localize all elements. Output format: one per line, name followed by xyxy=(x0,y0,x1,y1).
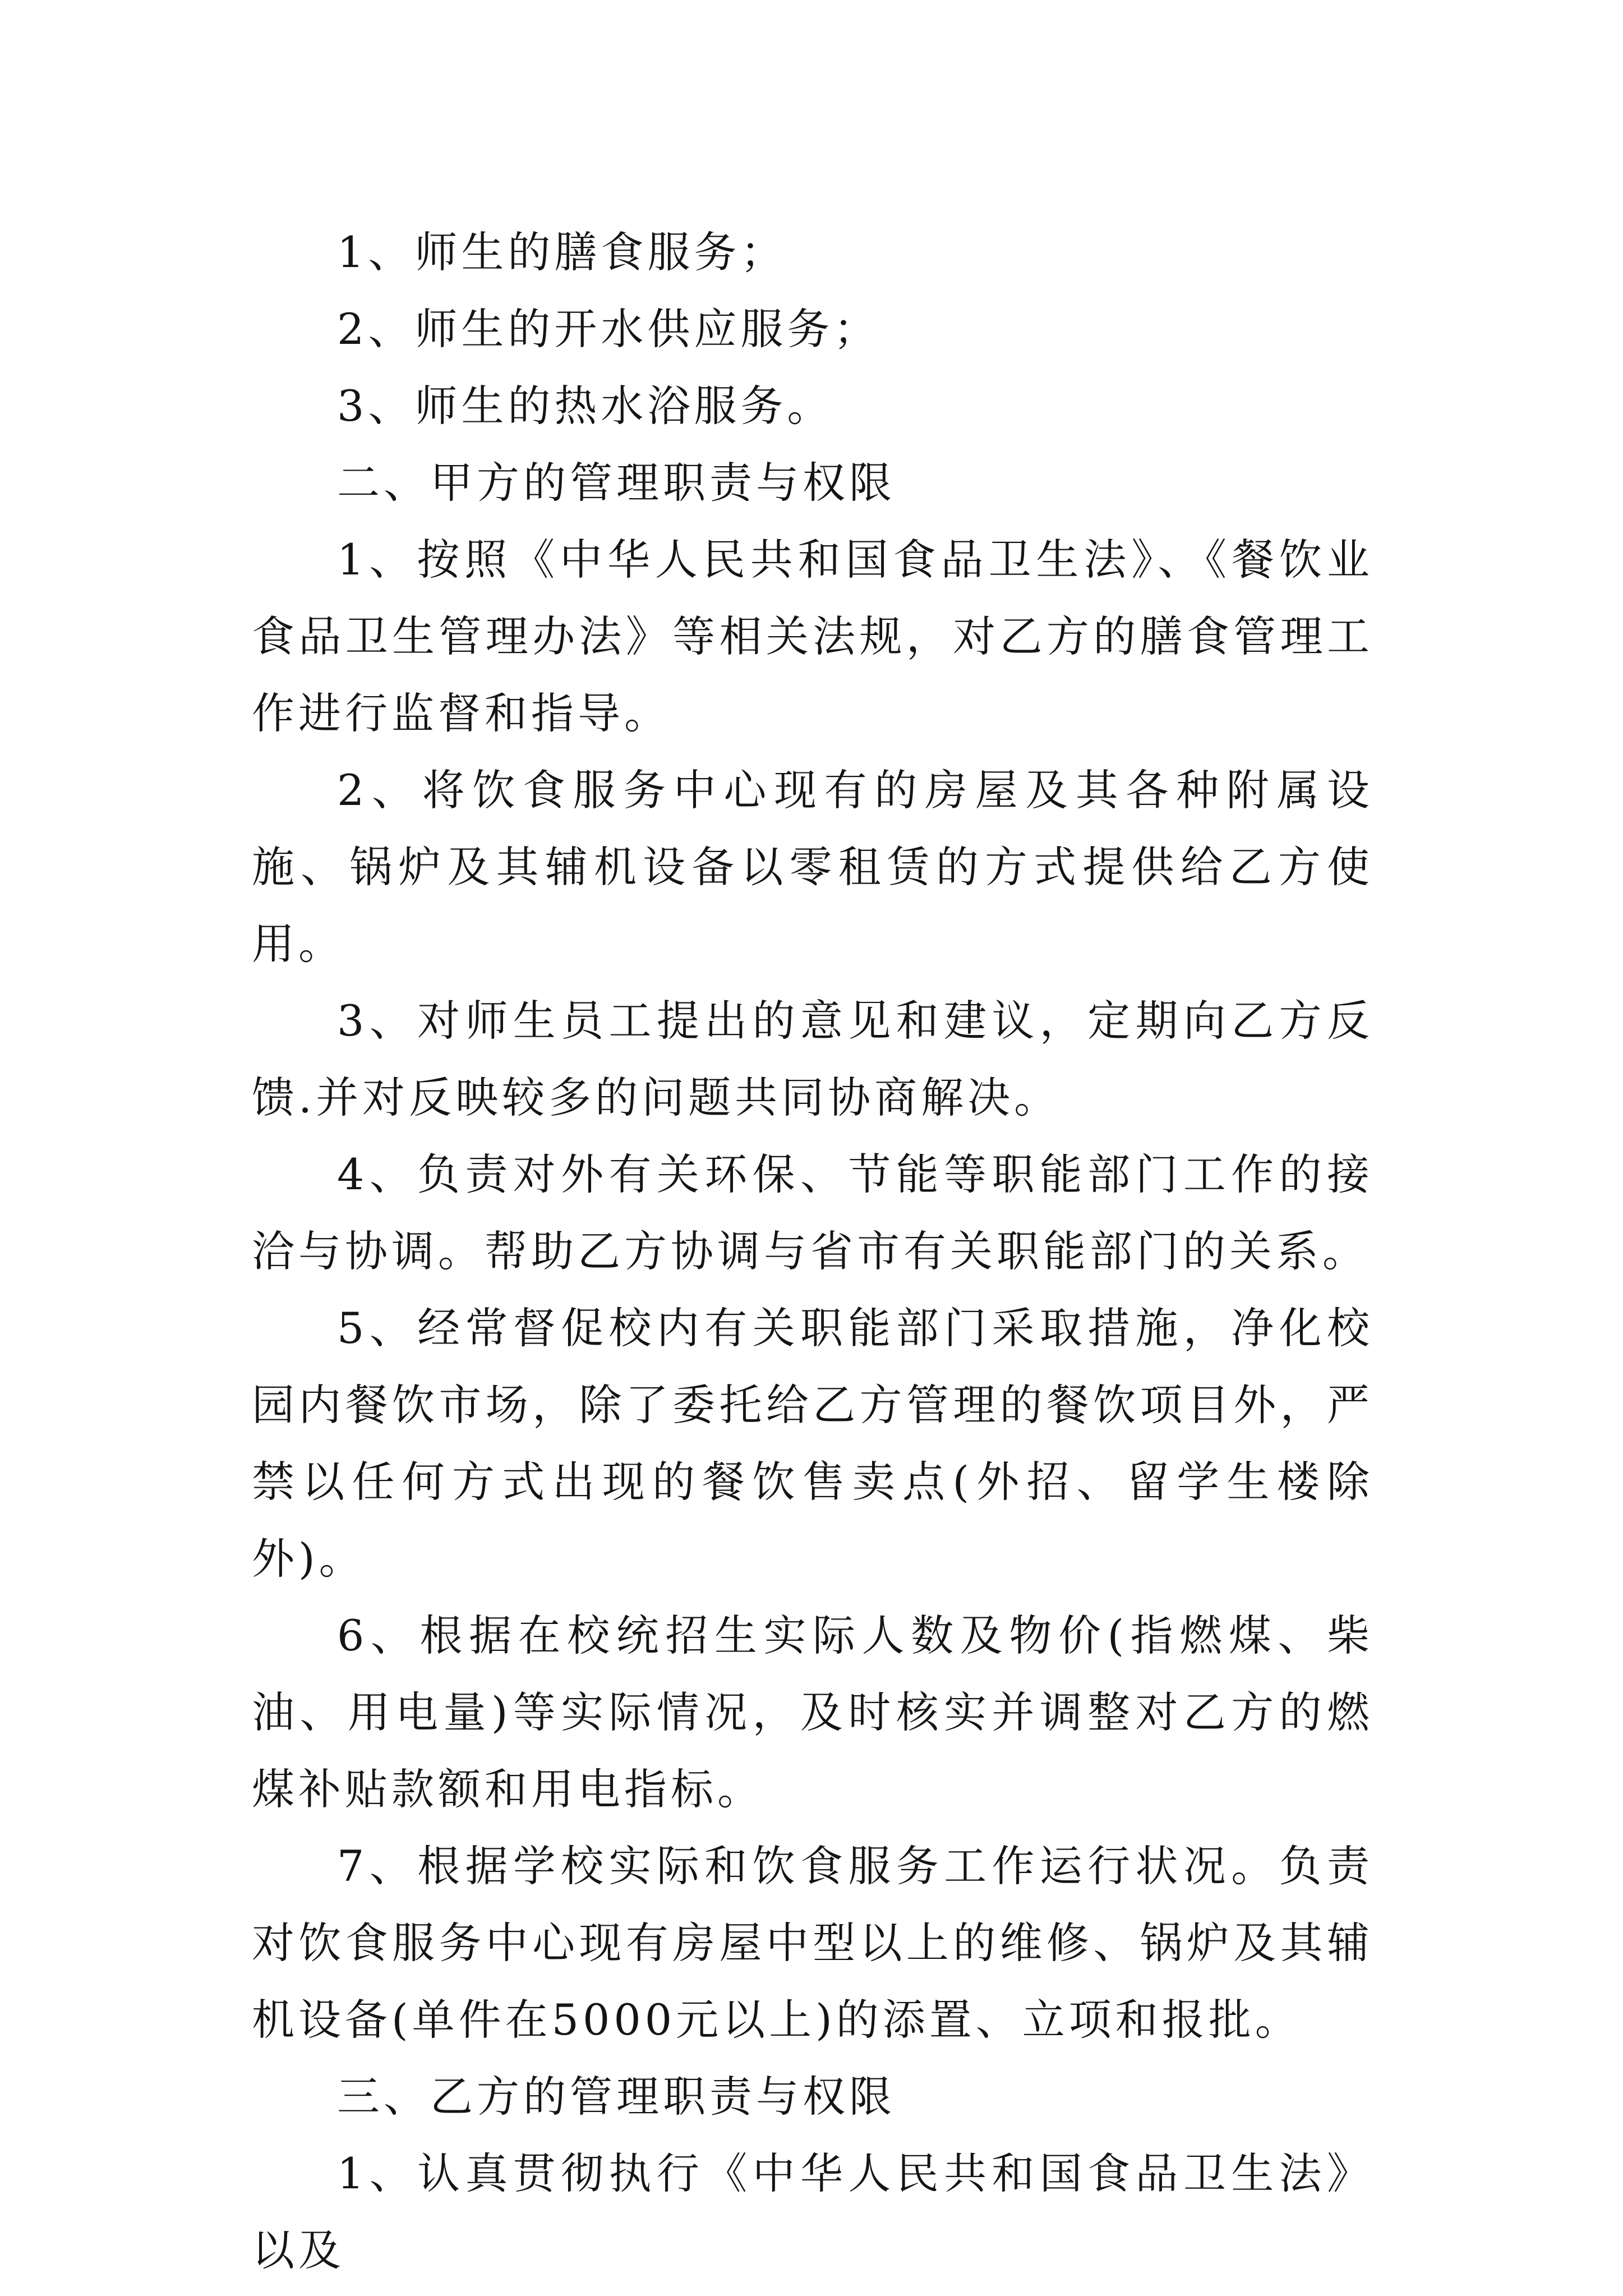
list-item-boiled-water: 2、师生的开水供应服务； xyxy=(337,304,880,354)
section-heading-party-b: 三、乙方的管理职责与权限 xyxy=(337,2072,896,2122)
list-item-hot-bath: 3、师生的热水浴服务。 xyxy=(337,381,834,431)
party-a-clause-4: 4、负责对外有关环保、节能等职能部门工作的接洽与协调。帮助乙方协调与省市有关职能部门的关系。 xyxy=(252,1149,1373,1276)
list-item-catering: 1、师生的膳食服务； xyxy=(337,227,787,277)
party-a-clause-2: 2、将饮食服务中心现有的房屋及其各种附属设施、锅炉及其辅机设备以零租赁的方式提供给乙方使用。 xyxy=(252,765,1373,969)
section-heading-party-a: 二、甲方的管理职责与权限 xyxy=(337,458,896,508)
party-a-clause-6: 6、根据在校统招生实际人数及物价(指燃煤、柴油、用电量)等实际情况，及时核实并调整对乙方的燃煤补贴款额和用电指标。 xyxy=(252,1611,1373,1814)
party-a-clause-7: 7、根据学校实际和饮食服务工作运行状况。负责对饮食服务中心现有房屋中型以上的维修、锅炉及其辅机设备(单件在5000元以上)的添置、立项和报批。 xyxy=(252,1841,1373,2045)
document-body xyxy=(252,214,1373,2289)
party-a-clause-3: 3、对师生员工提出的意见和建议，定期向乙方反馈.并对反映较多的问题共同协商解决。 xyxy=(252,996,1373,1122)
party-b-clause-1: 1、认真贯彻执行《中华人民共和国食品卫生法》以及 xyxy=(252,2148,1373,2275)
party-a-clause-5: 5、经常督促校内有关职能部门采取措施，净化校园内餐饮市场，除了委托给乙方管理的餐饮项目外，严禁以任何方式出现的餐饮售卖点(外招、留学生楼除外)。 xyxy=(252,1303,1373,1584)
party-a-clause-1: 1、按照《中华人民共和国食品卫生法》、《餐饮业食品卫生管理办法》等相关法规，对乙方的膳食管理工作进行监督和指导。 xyxy=(252,535,1373,738)
